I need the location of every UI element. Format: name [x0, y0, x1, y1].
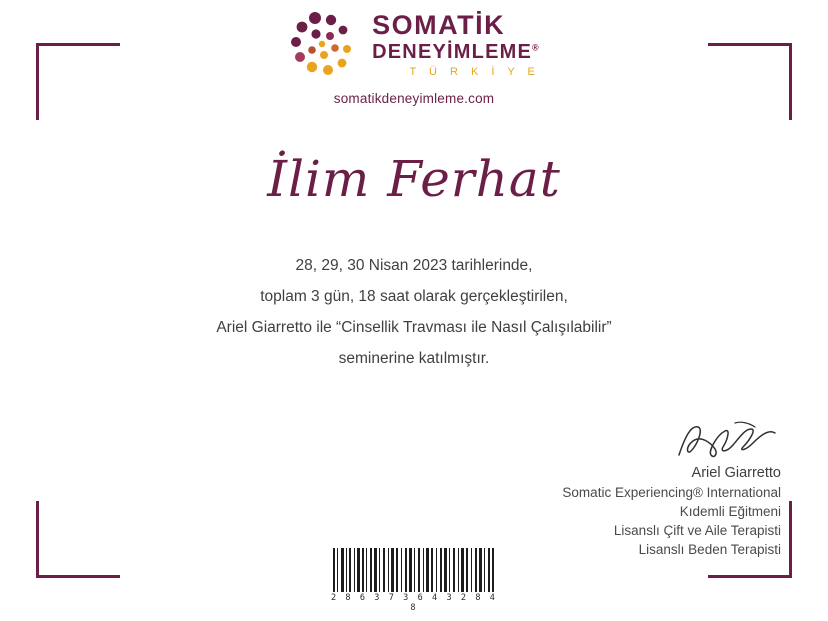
barcode-area	[331, 548, 497, 613]
barcode-image	[331, 548, 497, 592]
border-corner-bottom-left-orange	[36, 370, 214, 578]
border-gap-mask	[120, 573, 270, 621]
registered-mark: ®	[532, 42, 540, 53]
signatory-title: Lisanslı Çift ve Aile Terapisti	[613, 523, 781, 538]
signatory-title: Somatic Experiencing® International	[562, 485, 781, 500]
logo-line-2-text: DENEYİMLEME	[372, 41, 533, 63]
spiral-dots-logo-icon	[288, 8, 362, 82]
logo-line-1: SOMATİK	[372, 10, 506, 40]
body-line: seminerine katılmıştır.	[338, 350, 490, 367]
signatory-name: Ariel Giarretto	[691, 465, 781, 481]
body-line: Ariel Giarretto ile “Cinsellik Travması ile Nasıl Çalışılabilir”	[216, 319, 612, 336]
body-line: toplam 3 gün, 18 saat olarak gerçekleştirilen,	[260, 288, 568, 305]
border-gap-mask	[558, 573, 708, 621]
logo-line-3: T Ü R K İ Y E	[409, 66, 540, 78]
signature-block	[481, 417, 781, 559]
border-corner-bottom-left-purple	[36, 382, 236, 578]
certificate-body	[0, 250, 828, 374]
barcode-number: 2 8 6 3 7 3 6 4 3 2 8 4 8	[331, 593, 498, 613]
signatory-title: Lisanslı Beden Terapisti	[638, 542, 781, 557]
body-line: 28, 29, 30 Nisan 2023 tarihlerinde,	[295, 257, 533, 274]
signatory-title: Kıdemli Eğitmeni	[679, 504, 781, 519]
website-url[interactable]: somatikdeneyimleme.com	[333, 91, 495, 106]
certificate-header	[0, 8, 828, 106]
handwritten-signature-icon	[481, 417, 781, 463]
recipient-name: İlim Ferhat	[267, 150, 561, 208]
organization-logo	[288, 8, 540, 82]
logo-wordmark	[372, 12, 540, 78]
logo-line-2	[372, 42, 540, 62]
